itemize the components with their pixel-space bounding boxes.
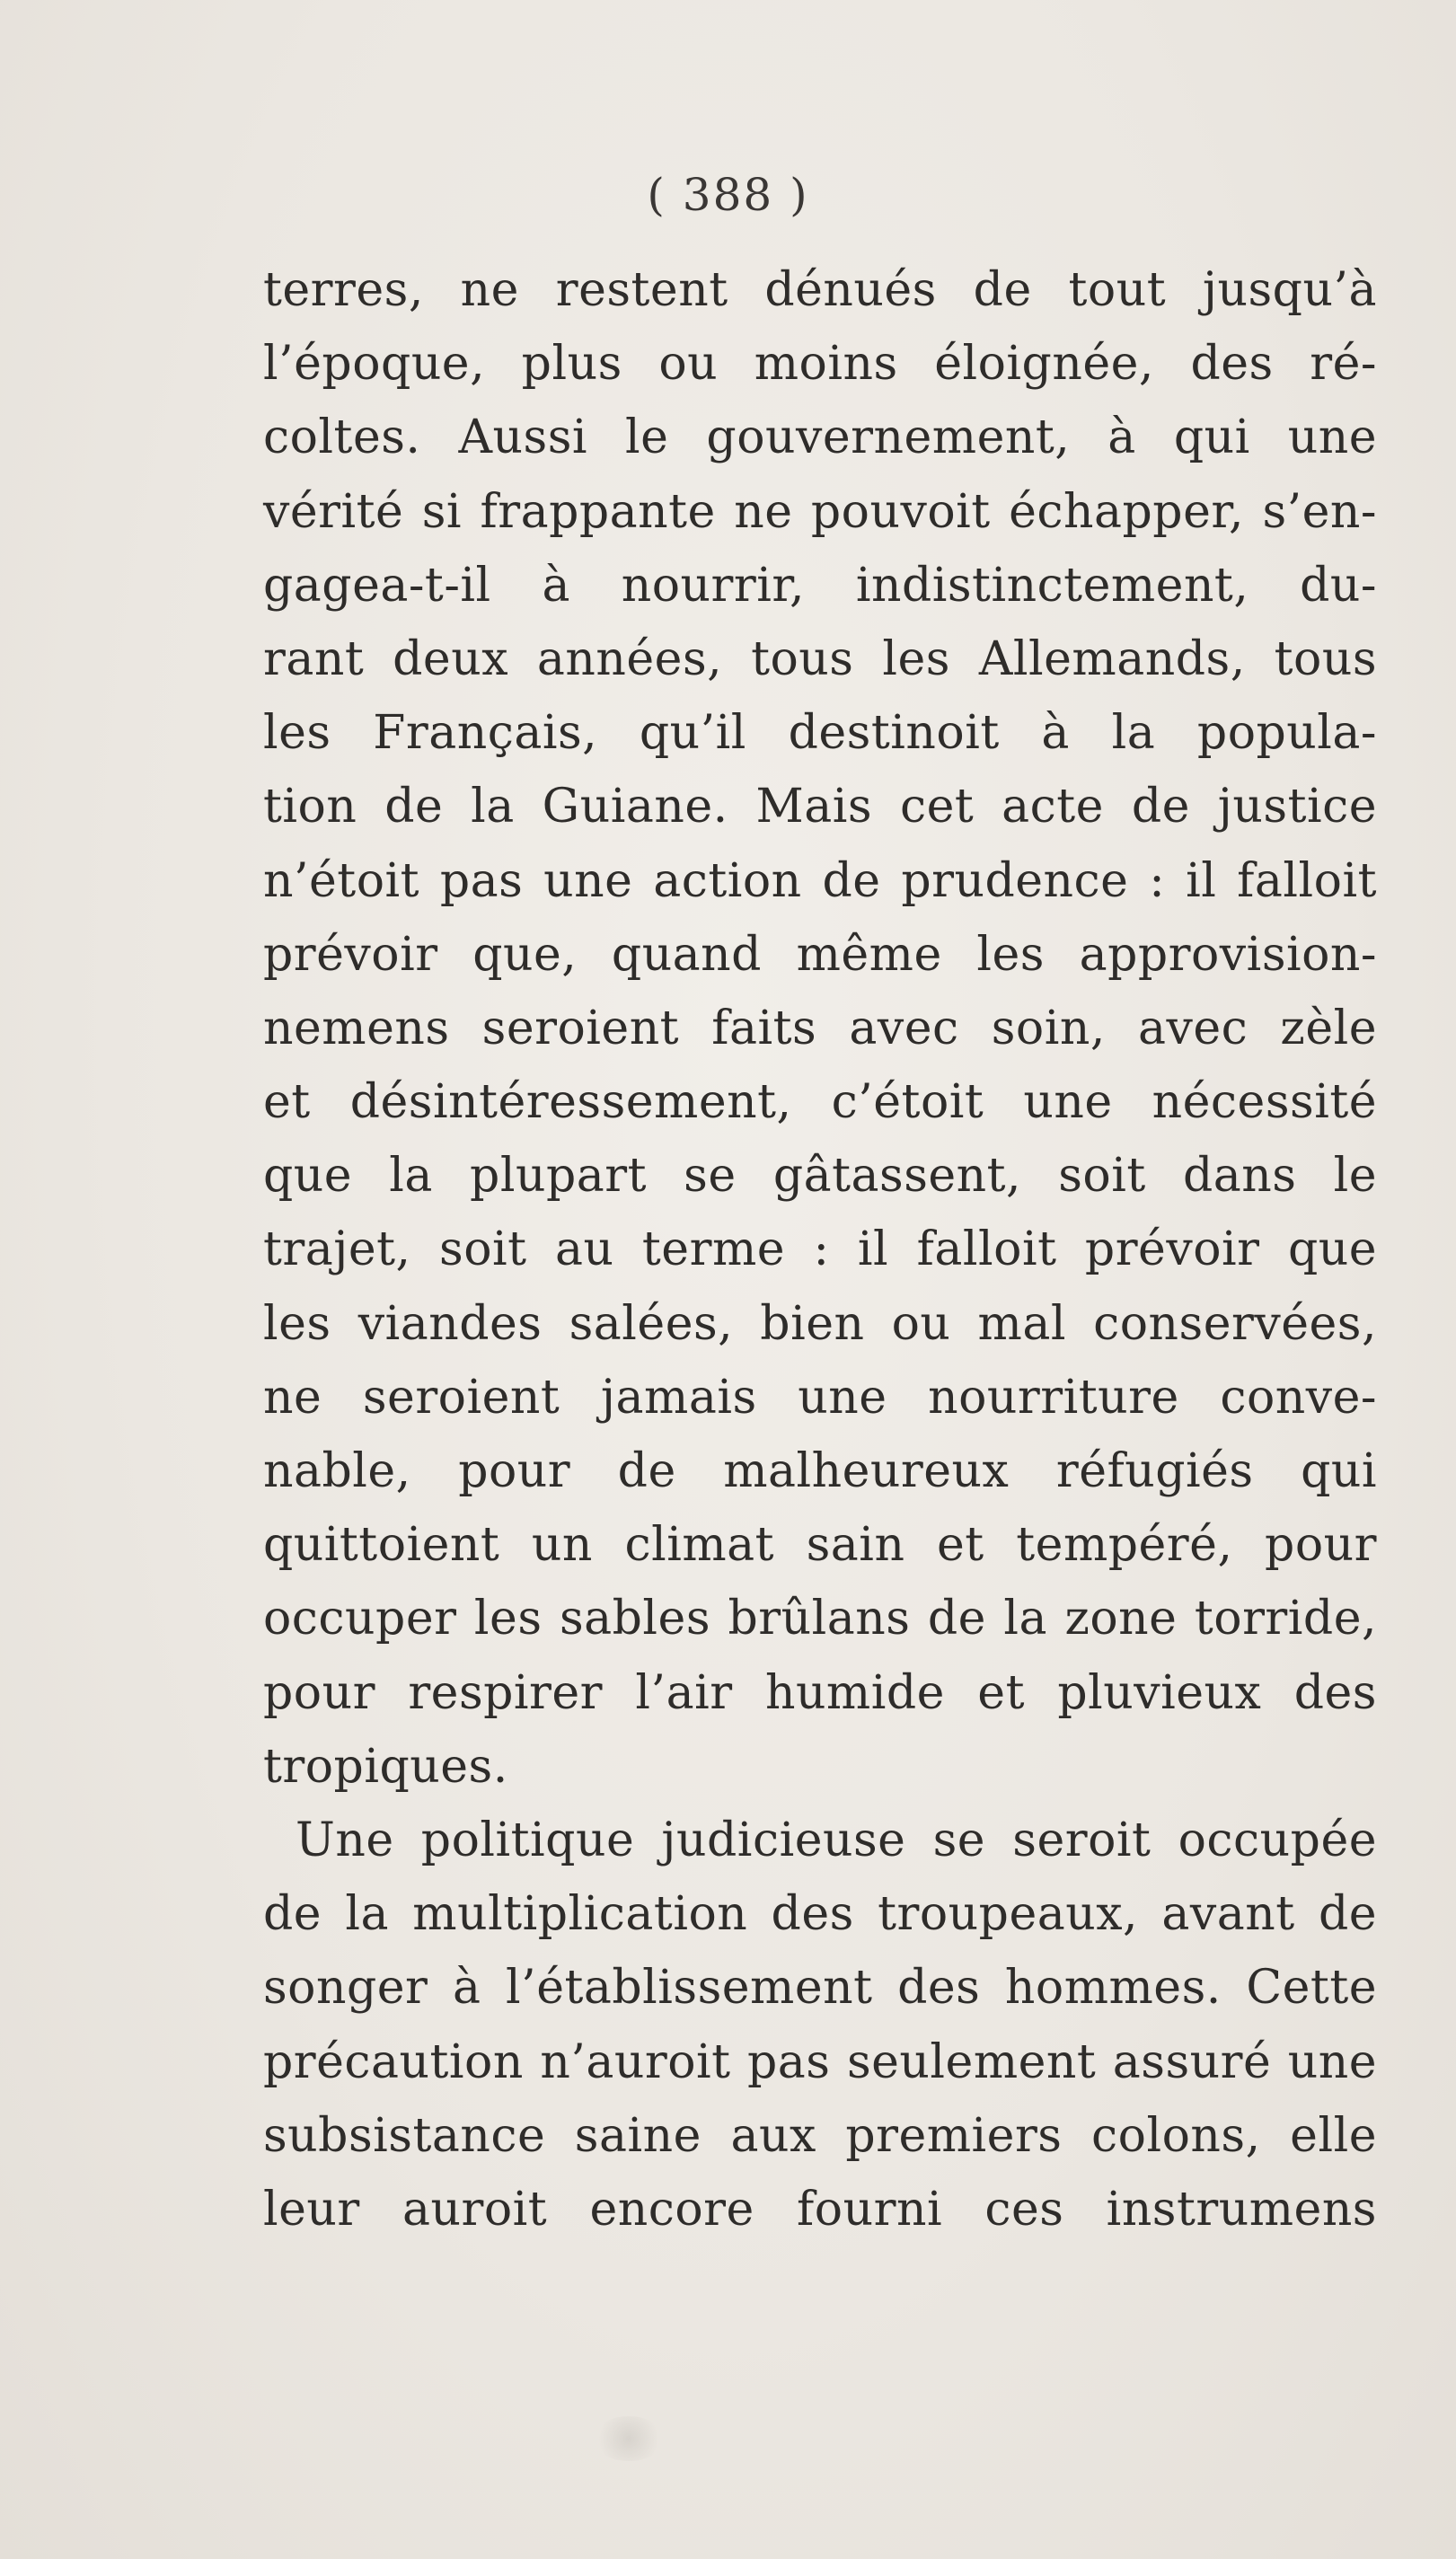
text-line: les viandes salées, bien ou mal conservées, [263, 1296, 1377, 1351]
text-line: que la plupart se gâtassent, soit dans le [263, 1149, 1377, 1204]
text-line: nable, pour de malheureux réfugiés qui [263, 1444, 1377, 1498]
page-number: ( 388 ) [647, 169, 809, 221]
text-line: occuper les sables brûlans de la zone torride, [263, 1592, 1377, 1646]
text-line: rant deux années, tous les Allemands, tous [263, 631, 1377, 686]
text-line: de la multiplication des troupeaux, avant de [263, 1887, 1377, 1942]
text-line: leur auroit encore fourni ces instrumens [263, 2182, 1377, 2237]
paragraph-end-line: tropiques. [263, 1739, 508, 1794]
text-line: quittoient un climat sain et tempéré, pour [263, 1518, 1377, 1573]
text-line: tion de la Guiane. Mais cet acte de justice [263, 780, 1377, 834]
text-line: terres, ne restent dénués de tout jusqu’à [263, 263, 1377, 317]
text-line: l’époque, plus ou moins éloignée, des ré- [263, 337, 1377, 392]
text-line: nemens seroient faits avec soin, avec zèle [263, 1001, 1377, 1055]
text-line: et désintéressement, c’étoit une nécessité [263, 1075, 1377, 1130]
text-line: subsistance saine aux premiers colons, elle [263, 2108, 1377, 2163]
text-line: précaution n’auroit pas seulement assuré une [263, 2034, 1377, 2089]
text-line: les Français, qu’il destinoit à la popula- [263, 706, 1377, 761]
text-line: trajet, soit au terme : il falloit prévoir que [263, 1222, 1377, 1277]
text-line: n’étoit pas une action de prudence : il falloit [263, 853, 1377, 908]
ink-smudge [593, 2416, 665, 2461]
text-line: vérité si frappante ne pouvoit échapper, s’en- [263, 484, 1377, 539]
paragraph-start-line: Une politique judicieuse se seroit occupée [296, 1813, 1377, 1867]
body-text [263, 253, 1377, 2246]
text-line: pour respirer l’air humide et pluvieux des [263, 1665, 1377, 1720]
text-line: ne seroient jamais une nourriture conve- [263, 1370, 1377, 1425]
text-line: prévoir que, quand même les approvision- [263, 927, 1377, 982]
text-line: songer à l’établissement des hommes. Cette [263, 1961, 1377, 2016]
text-line: coltes. Aussi le gouvernement, à qui une [263, 410, 1377, 465]
text-line: gagea-t-il à nourrir, indistinctement, du- [263, 558, 1377, 613]
